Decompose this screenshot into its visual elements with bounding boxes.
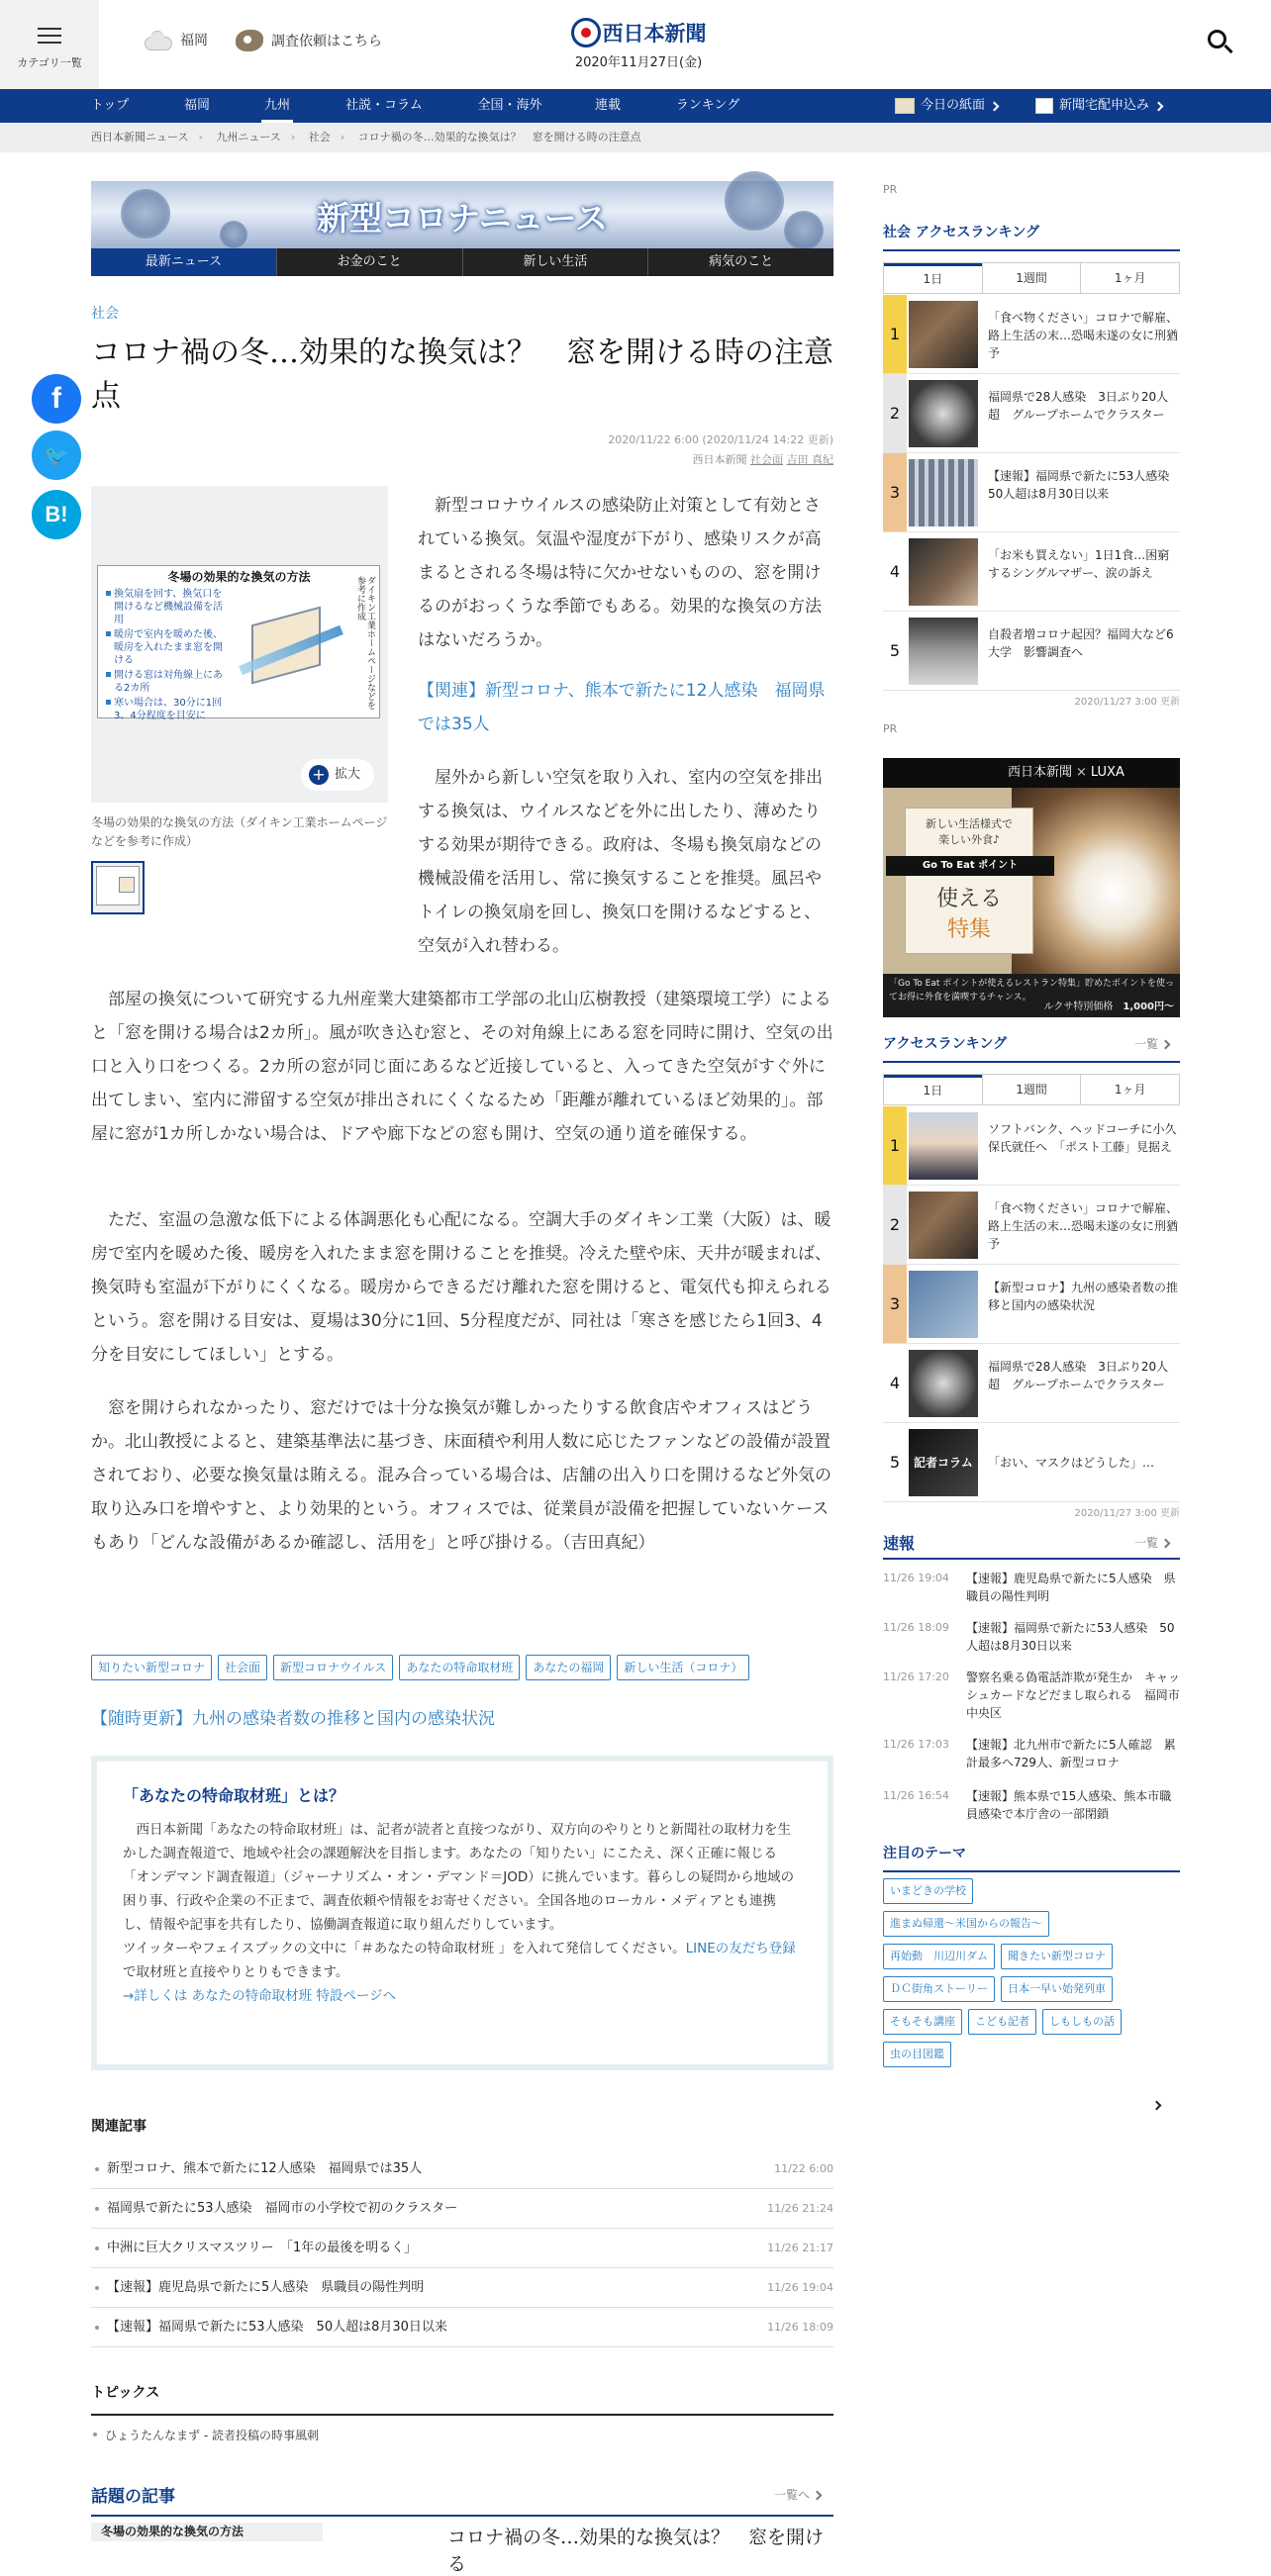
live-update-link[interactable]: 【随時更新】九州の感染者数の推移と国内の感染状況 xyxy=(91,1709,495,1729)
related-item[interactable] xyxy=(91,2149,833,2189)
covid-tab-disease[interactable]: 病気のこと xyxy=(647,248,833,276)
ranking-item[interactable] xyxy=(883,612,1180,691)
theme-tag[interactable]: ＤＣ街角ストーリー xyxy=(883,1976,995,2002)
breadcrumb-item[interactable]: 九州ニュース xyxy=(216,131,281,143)
related-title: 【速報】鹿児島県で新たに5人感染 県職員の陽性判明 xyxy=(107,2280,425,2295)
breadcrumb-current: コロナ禍の冬…効果的な換気は？ 窓を開ける時の注意点 xyxy=(357,131,641,143)
article-paragraph: 窓を開けられなかったり、窓だけでは十分な換気が難しかったりする飲食店やオフィスはどうか。北山教授によると、建築基準法に基づき、床面積や利用人数に応じたファンなどの設備が設置されており、必要な換気量は賄える。混み合っている場合は、店舗の出入り口を開けるなど外気の取り込み口を増やすと、より効果的という。オフィスでは、従業員が設備を把握していないケースもあり「どんな設備があるか確認し、活用を」と呼び掛ける。（吉田真紀） xyxy=(91,1398,831,1553)
breadcrumb: 西日本新聞ニュース › 九州ニュース › 社会 › コロナ禍の冬…効果的な換気は？ 窓を開ける時の注意点 xyxy=(0,123,1271,152)
tokumei-heading: 「あなたの特命取材班」とは？ xyxy=(123,1786,345,1805)
ranking-tab-day[interactable]: 1日 xyxy=(884,1075,982,1104)
subscribe-link[interactable] xyxy=(1035,94,1162,118)
ad-description xyxy=(883,974,1180,1017)
hatena-bookmark-icon[interactable]: B! xyxy=(32,490,81,539)
figure-point: 換気扇を回す、換気口を開けるなど機械設備を活用 xyxy=(106,588,227,626)
ad-price xyxy=(1044,1001,1174,1014)
chevron-right-icon xyxy=(1160,1040,1170,1050)
rank-number: 2 xyxy=(883,374,907,452)
tokumei-twitter-note: ツイッターやフェイスブックの文中に「＃あなたの特命取材班 」を入れて発信してください。 xyxy=(123,1941,686,1956)
ranking-title: 「お米も買えない」1日1食…困窮するシングルマザー、涙の訴え xyxy=(988,548,1170,580)
ad-price-value: 1,000円〜 xyxy=(1123,1002,1174,1012)
ad-card-lines xyxy=(906,816,1032,848)
figure-thumbnail[interactable] xyxy=(91,861,145,914)
credit-prefix: 西日本新聞 xyxy=(692,453,747,466)
topics-heading: トピックス xyxy=(91,2382,833,2416)
related-title: 【速報】福岡県で新たに53人感染 50人超は8月30日以来 xyxy=(107,2320,447,2335)
related-item[interactable] xyxy=(91,2308,833,2347)
article-paragraph: 屋外から新しい空気を取り入れ、室内の空気を排出する換気は、ウイルスなどを外に出したり、薄めたりする効果が期待できる。政府は、冬場も換気扇などの機械設備を活用し、常に換気することを推奨。風呂やトイレの換気扇を回し、換気口を開けるなどすると、空気が入れ替わる。 xyxy=(418,768,824,956)
logo-mark-icon xyxy=(571,18,601,48)
bird-mascot-icon xyxy=(236,30,263,51)
column-thumb-text: 記者コラム xyxy=(914,1456,973,1470)
ad-card xyxy=(905,808,1033,954)
related-title: 新型コロナ、熊本で新たに12人感染 福岡県では35人 xyxy=(107,2161,423,2176)
ranking-title: 福岡県で28人感染 3日ぶり20人超 グループホームでクラスター xyxy=(988,390,1169,422)
article-figure[interactable] xyxy=(91,486,388,803)
nav-item-ranking[interactable]: ランキング xyxy=(675,98,740,113)
trending-more-label: 一覧へ xyxy=(774,2488,811,2502)
theme-tag[interactable]: しもしもの話 xyxy=(1042,2009,1122,2035)
tag-link[interactable]: 新型コロナウイルス xyxy=(273,1655,393,1680)
sokuho-item[interactable] xyxy=(883,1570,1180,1605)
ranking-title: 「食べ物ください」コロナで解雇、路上生活の末…恐喝未遂の女に刑猶予 xyxy=(988,311,1179,360)
sokuho-rule xyxy=(883,1558,1180,1560)
figure-caption: 冬場の効果的な換気の方法（ダイキン工業ホームページなどを参考に作成） xyxy=(91,815,388,848)
nav-item-top[interactable]: トップ xyxy=(90,98,130,113)
rank-number: 1 xyxy=(883,295,907,373)
related-date: 11/26 18:09 xyxy=(767,2321,833,2334)
ranking-thumbnail xyxy=(909,1429,978,1496)
chevron-right-icon xyxy=(812,2491,822,2501)
nav-item-fukuoka[interactable]: 福岡 xyxy=(183,98,210,113)
ranking-thumbnail xyxy=(909,1192,978,1259)
article-paragraph: ただ、室温の急激な低下による体調悪化も心配になる。空調大手のダイキン工業（大阪）は、暖房で室内を暖めた後、暖房を入れたまま窓を開けることを推奨。冷えた壁や床、天井が暖まれば、換気時も室温が下がりにくくなる。暖房からできるだけ離れた窓を開けると、電気代も抑えられるという。窓を開ける目安は、夏場は30分に1回、5分程度だが、同社は「寒さを感じたら1回3、4分を目安にしてほしい」とする。 xyxy=(91,1210,831,1365)
rank-number: 5 xyxy=(883,612,907,690)
line-friend-link[interactable]: LINEの友だち登録 xyxy=(685,1941,796,1956)
theme-tag[interactable]: そもそも講座 xyxy=(883,2009,962,2035)
ranking-thumbnail xyxy=(909,538,978,606)
sokuho-title: 【速報】北九州市で新たに5人確認 累計最多へ729人、新型コロナ xyxy=(966,1738,1176,1769)
subscribe-label: 新聞宅配申込み xyxy=(1059,98,1150,113)
access-ranking-more-link[interactable] xyxy=(1134,1035,1169,1052)
ranking-item[interactable] xyxy=(883,1344,1180,1423)
credit-section-link[interactable]: 社会面 xyxy=(750,453,783,466)
investigation-request-link[interactable] xyxy=(236,30,382,51)
main-nav xyxy=(0,89,1271,123)
theme-tag[interactable]: 虫の目図鑑 xyxy=(883,2042,951,2067)
related-title: 福岡県で新たに53人感染 福岡市の小学校で初のクラスター xyxy=(107,2201,458,2216)
ranking-thumbnail xyxy=(909,1271,978,1338)
article-paragraph: 新型コロナウイルスの感染防止対策として有効とされている換気。気温や湿度が下がり、感染リスクが高まるとされる冬場は特に欠かせないものの、窓を開けるのがおっくうな季節でもある。効果的な換気の方法はないだろうか。 xyxy=(418,496,822,650)
article-date: 2020/11/22 6:00 (2020/11/24 14:22 更新) xyxy=(608,433,833,446)
ranking-title: 「おい、マスクはどうした」… xyxy=(988,1456,1155,1470)
category-menu-button[interactable] xyxy=(0,0,99,89)
ranking-thumbnail xyxy=(909,380,978,447)
related-date: 11/22 6:00 xyxy=(774,2162,833,2175)
related-date: 11/26 21:17 xyxy=(767,2242,833,2254)
article-credit xyxy=(495,451,833,467)
luxa-ad[interactable] xyxy=(883,758,1180,1017)
ranking-thumbnail xyxy=(909,301,978,368)
trending-first-item[interactable] xyxy=(91,2523,833,2575)
twitter-share-icon[interactable]: 🐦 xyxy=(32,430,81,480)
access-ranking-list xyxy=(883,1106,1180,1502)
related-item[interactable] xyxy=(91,2189,833,2229)
sokuho-title: 【速報】福岡県で新たに53人感染 50人超は8月30日以来 xyxy=(966,1621,1175,1653)
theme-tag[interactable]: 聞きたい新型コロナ xyxy=(1001,1944,1113,1969)
more-label: 一覧 xyxy=(1134,1037,1159,1051)
ranking-title: 「食べ物ください」コロナで解雇、路上生活の末…恐喝未遂の女に刑猶予 xyxy=(988,1201,1179,1251)
trending-heading: 話題の記事 xyxy=(91,2482,833,2517)
ranking-item[interactable] xyxy=(883,1265,1180,1344)
category-menu-label: カテゴリ一覧 xyxy=(17,56,82,69)
covid-tab-money[interactable]: お金のこと xyxy=(276,248,462,276)
access-ranking-heading: アクセスランキング xyxy=(883,1033,1180,1063)
sokuho-date: 11/26 17:20 xyxy=(883,1670,949,1683)
weather-city: 福岡 xyxy=(180,33,208,48)
social-ranking-heading: 社会 アクセスランキング xyxy=(883,222,1180,251)
chevron-right-icon xyxy=(990,101,1000,111)
covid-tab-life[interactable]: 新しい生活 xyxy=(462,248,648,276)
ranking-item[interactable] xyxy=(883,532,1180,612)
ad-goto-ribbon: Go To Eat ポイント xyxy=(886,856,1054,876)
access-ranking-tabs xyxy=(883,1074,1180,1105)
nav-item-series[interactable]: 連載 xyxy=(594,98,621,113)
themes-list xyxy=(883,1878,1180,2067)
sokuho-item[interactable] xyxy=(883,1787,1180,1823)
today-paper-link[interactable] xyxy=(895,94,998,118)
figure-point: 開ける窓は対角線上にある2カ所 xyxy=(106,669,227,695)
more-label: 一覧 xyxy=(1134,1536,1159,1550)
weather-widget[interactable] xyxy=(143,30,208,49)
tag-link[interactable]: あなたの特命取材班 xyxy=(399,1655,520,1680)
cloud-icon xyxy=(143,31,172,48)
ranking-item[interactable] xyxy=(883,1186,1180,1265)
article-category[interactable]: 社会 xyxy=(91,306,119,322)
figure-point: 寒い場合は、30分に1回3、4分程度を目安に xyxy=(106,697,227,722)
tag-link[interactable]: 新しい生活（コロナ） xyxy=(617,1655,749,1680)
nav-item-national[interactable]: 全国・海外 xyxy=(477,98,542,113)
ad-partner: LUXA xyxy=(1090,765,1124,780)
ranking-thumbnail xyxy=(909,1112,978,1180)
tag-link[interactable]: 社会面 xyxy=(218,1655,267,1680)
sokuho-heading: 速報 xyxy=(883,1534,916,1553)
rank-number: 1 xyxy=(883,1106,907,1185)
room-illustration xyxy=(237,596,336,695)
sokuho-date: 11/26 16:54 xyxy=(883,1789,949,1802)
site-logo[interactable] xyxy=(564,18,713,70)
ranking-updated: 2020/11/27 3:00 更新 xyxy=(1074,697,1180,708)
sokuho-title: 警察名乗る偽電話詐欺が発生か キャッシュカードなどだまし取られる 福岡市中央区 xyxy=(966,1670,1181,1720)
hamburger-icon xyxy=(38,28,61,44)
related-title: 中洲に巨大クリスマスツリー 「1年の最後を明るく」 xyxy=(107,2241,418,2255)
trending-more-link[interactable] xyxy=(774,2486,821,2503)
ad-card-line: 新しい生活様式で xyxy=(926,817,1013,830)
social-ranking-tabs xyxy=(883,262,1180,294)
tokumei-twitter-text xyxy=(123,1937,802,1984)
request-label: 調査依頼はこちら xyxy=(271,34,382,49)
ranking-tab-month[interactable]: 1ヶ月 xyxy=(1080,263,1179,293)
related-list xyxy=(91,2149,833,2347)
logo-text: 西日本新聞 xyxy=(602,21,707,46)
covid-tabs xyxy=(91,248,833,276)
rank-number: 3 xyxy=(883,1265,907,1343)
rank-number: 2 xyxy=(883,1186,907,1264)
ranking-updated: 2020/11/27 3:00 更新 xyxy=(1074,1508,1180,1519)
tokumei-body: 西日本新聞「あなたの特命取材班」は、記者が読者と直接つながり、双方向のやりとりと新聞社の取材力を生かした調査報道で、地域や社会の課題解決を目指します。あなたの「知りたい」にこたえ、深く正確に報じる「オンデマンド調査報道」（ジャーナリズム・オン・デマンド＝JOD）に挑んでいます。暮らしの疑問から地域の困り事、行政や企業の不正まで、調査依頼や情報をお寄せください。全国各地のローカル・メディアとも連携し、情報や記事を共有したり、協働調査報道に取り組んだりしています。 xyxy=(123,1822,795,1933)
ranking-thumbnail xyxy=(909,459,978,526)
tokumei-line-note: で取材班と直接やりとりもできます。 xyxy=(123,1964,349,1980)
figure-source-note: ダイキン工業ホームページなどを参考に作成 xyxy=(355,576,375,710)
ranking-item[interactable] xyxy=(883,1106,1180,1186)
sokuho-more-link[interactable] xyxy=(1134,1534,1169,1551)
search-icon[interactable] xyxy=(1208,30,1233,55)
breadcrumb-item[interactable]: 社会 xyxy=(308,131,331,143)
covid-tab-latest[interactable]: 最新ニュース xyxy=(91,248,276,276)
pr-label: PR xyxy=(883,183,898,196)
article-tags xyxy=(91,1655,843,1680)
ranking-tab-week[interactable]: 1週間 xyxy=(982,1075,1081,1104)
ad-brand-bar: 西日本新聞 × LUXA xyxy=(883,758,1180,788)
chevron-right-icon xyxy=(1154,101,1164,111)
tag-link[interactable]: 知りたい新型コロナ xyxy=(91,1655,212,1680)
ad-brand: 西日本新聞 xyxy=(1008,765,1073,780)
trending-thumb-title: 冬場の効果的な換気の方法 xyxy=(91,2523,323,2541)
article-title: コロナ禍の冬…効果的な換気は？ 窓を開ける時の注意点 xyxy=(91,335,833,414)
related-item[interactable] xyxy=(91,2268,833,2308)
ad-big-text: 使える xyxy=(935,887,1002,911)
sokuho-item[interactable] xyxy=(883,1736,1180,1771)
facebook-share-icon[interactable]: f xyxy=(32,374,81,424)
site-header xyxy=(0,0,1271,89)
ad-description-text: 「Go To Eat ポイントが使えるレストラン特集」貯めたポイントを使ってお得に外食を満喫するチャンス。 xyxy=(889,979,1174,1002)
ad-food-photo xyxy=(1012,788,1180,976)
rank-number: 5 xyxy=(883,1423,907,1501)
zoom-button[interactable] xyxy=(301,759,374,791)
related-date: 11/26 19:04 xyxy=(767,2281,833,2294)
figure-point: 暖房で室内を暖めた後、暖房を入れたまま窓を開ける xyxy=(106,628,227,667)
sokuho-item[interactable] xyxy=(883,1669,1180,1722)
ventilation-diagram xyxy=(97,565,380,721)
theme-tag[interactable]: 進まぬ帰還～米国からの報告～ xyxy=(883,1911,1049,1937)
ranking-title: 【速報】福岡県で新たに53人感染 50人超は8月30日以来 xyxy=(988,469,1182,501)
sokuho-title: 【速報】熊本県で15人感染、熊本市職員感染で本庁舎の一部閉鎖 xyxy=(966,1789,1172,1821)
rank-number: 4 xyxy=(883,532,907,611)
rank-number: 4 xyxy=(883,1344,907,1422)
inline-related-link[interactable]: 【関連】新型コロナ、熊本で新たに12人感染 福岡県では35人 xyxy=(418,681,826,734)
rank-number: 3 xyxy=(883,453,907,531)
theme-tag[interactable]: いまどきの学校 xyxy=(883,1878,973,1904)
ranking-title: ソフトバンク、ヘッドコーチに小久保氏就任へ 「ポスト工藤」見据え xyxy=(988,1122,1177,1154)
article-paragraph: 部屋の換気について研究する九州産業大建築都市工学部の北山広樹教授（建築環境工学）によると「窓を開ける場合は2カ所」。風が吹き込む窓と、その対角線上にある窓を同時に開け、空気の出口と入り口をつくる。2カ所の窓が同じ面にあるなど近接していると、入ってきた空気がすぐ外に出てしまい、室内に滞留する空気が排出されにくくなるため「距離が離れているほど効果的」。部屋に窓が1カ所しかない場合は、ドアや廊下などの窓も開け、空気の通り道を確保する。 xyxy=(91,990,833,1144)
themes-heading: 注目のテーマ xyxy=(883,1843,1180,1872)
theme-tag[interactable]: こども記者 xyxy=(968,2009,1036,2035)
breadcrumb-item[interactable]: 西日本新聞ニュース xyxy=(91,131,189,143)
tokumei-more-link[interactable]: →詳しくは あなたの特命取材班 特設ページへ xyxy=(123,1988,397,2004)
ranking-item[interactable] xyxy=(883,374,1180,453)
theme-tag[interactable]: 再始動 川辺川ダム xyxy=(883,1944,995,1969)
ranking-thumbnail xyxy=(909,618,978,685)
sokuho-date: 11/26 18:09 xyxy=(883,1621,949,1634)
nav-item-kyushu[interactable]: 九州 xyxy=(261,89,293,123)
plus-icon: + xyxy=(309,765,329,785)
ranking-title: 福岡県で28人感染 3日ぶり20人超 グループホームでクラスター xyxy=(988,1360,1169,1391)
ad-card-line: 楽しい外食♪ xyxy=(937,833,1001,846)
figure-points xyxy=(106,588,227,724)
zoom-label: 拡大 xyxy=(335,767,361,782)
tokumei-info-box xyxy=(91,1756,833,2070)
topics-item[interactable]: ひょうたんなまず - 読者投稿の時事風刺 xyxy=(91,2427,319,2443)
ranking-title: 【新型コロナ】九州の感染者数の推移と国内の感染状況 xyxy=(988,1281,1179,1312)
chevron-right-icon xyxy=(1160,1539,1170,1549)
covid-banner-title: 新型コロナニュース xyxy=(316,199,609,238)
ranking-item[interactable] xyxy=(883,453,1180,532)
chevron-right-icon[interactable] xyxy=(1152,2101,1162,2111)
figure-title: 冬場の効果的な換気の方法 xyxy=(167,570,311,584)
related-heading: 関連記事 xyxy=(91,2119,147,2135)
ad-big-text: 特集 xyxy=(946,917,991,942)
nav-item-editorial[interactable]: 社説・コラム xyxy=(345,98,423,113)
ranking-tab-day[interactable]: 1日 xyxy=(884,263,982,293)
ranking-tab-week[interactable]: 1週間 xyxy=(982,263,1081,293)
pr-label: PR xyxy=(883,722,898,735)
related-date: 11/26 21:24 xyxy=(767,2202,833,2215)
header-date: 2020年11月27日(金) xyxy=(574,55,703,70)
sokuho-date: 11/26 19:04 xyxy=(883,1572,949,1584)
ranking-thumbnail xyxy=(909,1350,978,1417)
social-ranking-list xyxy=(883,295,1180,691)
related-item[interactable] xyxy=(91,2229,833,2268)
ranking-item[interactable] xyxy=(883,295,1180,374)
sokuho-item[interactable] xyxy=(883,1619,1180,1655)
ranking-tab-month[interactable]: 1ヶ月 xyxy=(1080,1075,1179,1104)
theme-tag[interactable]: 日本一早い始発列車 xyxy=(1001,1976,1113,2002)
sokuho-date: 11/26 17:03 xyxy=(883,1738,949,1751)
tag-link[interactable]: あなたの福岡 xyxy=(526,1655,611,1680)
covid-news-banner[interactable] xyxy=(91,181,833,248)
credit-author-link[interactable]: 吉田 真紀 xyxy=(786,453,833,466)
ranking-item[interactable] xyxy=(883,1423,1180,1502)
newspaper-icon xyxy=(895,98,915,114)
sokuho-title: 【速報】鹿児島県で新たに5人感染 県職員の陽性判明 xyxy=(966,1572,1176,1603)
delivery-icon xyxy=(1035,98,1053,114)
ranking-title: 自殺者増コロナ起因？福岡大など6大学 影響調査へ xyxy=(988,627,1174,659)
trending-title: コロナ禍の冬…効果的な換気は？ 窓を開ける xyxy=(447,2527,825,2575)
today-paper-label: 今日の紙面 xyxy=(921,98,986,113)
ad-price-label: ルクサ特別価格 xyxy=(1043,1002,1114,1012)
